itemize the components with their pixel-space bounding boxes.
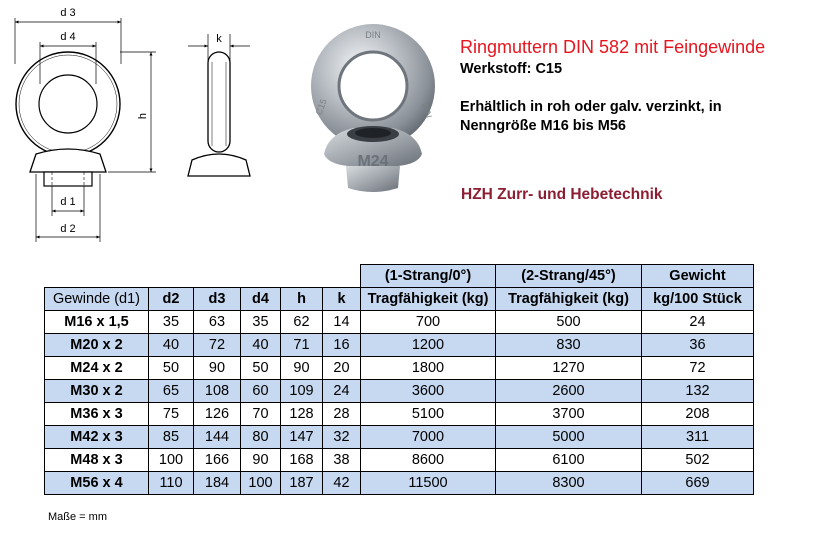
column-header: k — [323, 288, 361, 311]
column-header: d2 — [149, 288, 194, 311]
table-cell: 20 — [323, 357, 361, 380]
spec-table — [44, 264, 754, 495]
table-cell: 72 — [642, 357, 754, 380]
table-cell: 42 — [323, 472, 361, 495]
header-gewicht: Gewicht — [642, 265, 754, 288]
table-cell: 132 — [642, 380, 754, 403]
table-cell: 50 — [149, 357, 194, 380]
table-cell: 85 — [149, 426, 194, 449]
table-cell: 5000 — [496, 426, 642, 449]
photo-left-marking: C15 — [313, 97, 329, 117]
table-cell: 71 — [281, 334, 323, 357]
table-row — [45, 426, 754, 449]
table-cell: 128 — [281, 403, 323, 426]
table-cell: 166 — [194, 449, 241, 472]
table-cell: 100 — [149, 449, 194, 472]
column-header: Tragfähigkeit (kg) — [361, 288, 496, 311]
column-header: d3 — [194, 288, 241, 311]
company-name: HZH Zurr- und Hebetechnik — [461, 186, 663, 203]
table-cell: M20 x 2 — [45, 334, 149, 357]
table-cell: 40 — [241, 334, 281, 357]
side-view-drawing — [178, 22, 268, 190]
table-cell: 3600 — [361, 380, 496, 403]
table-cell: 126 — [194, 403, 241, 426]
table-cell: 144 — [194, 426, 241, 449]
table-cell: 75 — [149, 403, 194, 426]
table-cell: 500 — [496, 311, 642, 334]
table-row — [45, 311, 754, 334]
table-cell: M48 x 3 — [45, 449, 149, 472]
table-cell: 109 — [281, 380, 323, 403]
photo-size-marking: M24 — [357, 153, 389, 170]
table-row — [45, 380, 754, 403]
table-cell: 72 — [194, 334, 241, 357]
table-row — [45, 334, 754, 357]
d4-label: d 4 — [60, 31, 76, 43]
table-cell: 8300 — [496, 472, 642, 495]
table-cell: 3700 — [496, 403, 642, 426]
table-cell: 1270 — [496, 357, 642, 380]
table-cell: 2600 — [496, 380, 642, 403]
table-cell: 62 — [281, 311, 323, 334]
table-cell: 14 — [323, 311, 361, 334]
k-label: k — [216, 33, 222, 45]
table-cell: M56 x 4 — [45, 472, 149, 495]
table-cell: 7000 — [361, 426, 496, 449]
table-cell: 669 — [642, 472, 754, 495]
table-cell: M42 x 3 — [45, 426, 149, 449]
table-cell: 830 — [496, 334, 642, 357]
column-header: Gewinde (d1) — [45, 288, 149, 311]
table-cell: 63 — [194, 311, 241, 334]
table-cell: 50 — [241, 357, 281, 380]
table-cell: 16 — [323, 334, 361, 357]
column-header: kg/100 Stück — [642, 288, 754, 311]
photo-right-marking: DIN — [420, 101, 434, 120]
table-cell: 187 — [281, 472, 323, 495]
page-title: Ringmuttern DIN 582 mit Feingewinde — [460, 37, 766, 57]
table-header-row — [45, 288, 754, 311]
table-cell: 90 — [194, 357, 241, 380]
header-strang1: (1-Strang/0°) — [361, 265, 496, 288]
table-cell: M36 x 3 — [45, 403, 149, 426]
availability-text-line2: Nenngröße M16 bis M56 — [460, 118, 626, 134]
table-cell: 35 — [241, 311, 281, 334]
table-row — [45, 472, 754, 495]
availability-text-line1: Erhältlich in roh oder galv. verzinkt, in — [460, 99, 722, 115]
table-cell: 60 — [241, 380, 281, 403]
table-cell: 168 — [281, 449, 323, 472]
table-group-header-row — [45, 265, 754, 288]
table-cell: 11500 — [361, 472, 496, 495]
front-view-drawing — [8, 4, 168, 250]
table-row — [45, 449, 754, 472]
table-cell: 5100 — [361, 403, 496, 426]
header-strang2: (2-Strang/45°) — [496, 265, 642, 288]
table-cell: 6100 — [496, 449, 642, 472]
table-cell: 90 — [281, 357, 323, 380]
table-cell: 700 — [361, 311, 496, 334]
table-cell: 147 — [281, 426, 323, 449]
column-header: h — [281, 288, 323, 311]
product-photo — [298, 16, 448, 198]
table-cell: M30 x 2 — [45, 380, 149, 403]
table-cell: 38 — [323, 449, 361, 472]
table-cell: 1800 — [361, 357, 496, 380]
d2-label: d 2 — [60, 223, 76, 235]
table-cell: 208 — [642, 403, 754, 426]
footnote: Maße = mm — [48, 511, 107, 523]
h-label: h — [137, 112, 149, 120]
table-cell: M24 x 2 — [45, 357, 149, 380]
table-cell: 311 — [642, 426, 754, 449]
table-cell: 28 — [323, 403, 361, 426]
d3-label: d 3 — [60, 7, 76, 19]
table-cell: 110 — [149, 472, 194, 495]
table-cell: 502 — [642, 449, 754, 472]
column-header: d4 — [241, 288, 281, 311]
table-cell: 24 — [642, 311, 754, 334]
table-cell: 35 — [149, 311, 194, 334]
photo-top-marking: DIN — [365, 30, 381, 40]
table-cell: 108 — [194, 380, 241, 403]
table-cell: 24 — [323, 380, 361, 403]
table-cell: 90 — [241, 449, 281, 472]
material-text: Werkstoff: C15 — [460, 61, 563, 77]
table-cell: 184 — [194, 472, 241, 495]
table-cell: 70 — [241, 403, 281, 426]
table-cell: 36 — [642, 334, 754, 357]
table-row — [45, 403, 754, 426]
table-cell: 1200 — [361, 334, 496, 357]
table-cell: 65 — [149, 380, 194, 403]
d1-label: d 1 — [60, 196, 76, 208]
table-cell: 40 — [149, 334, 194, 357]
table-cell: 80 — [241, 426, 281, 449]
table-cell: 32 — [323, 426, 361, 449]
table-cell: 100 — [241, 472, 281, 495]
table-cell: M16 x 1,5 — [45, 311, 149, 334]
table-cell: 8600 — [361, 449, 496, 472]
column-header: Tragfähigkeit (kg) — [496, 288, 642, 311]
table-row — [45, 357, 754, 380]
